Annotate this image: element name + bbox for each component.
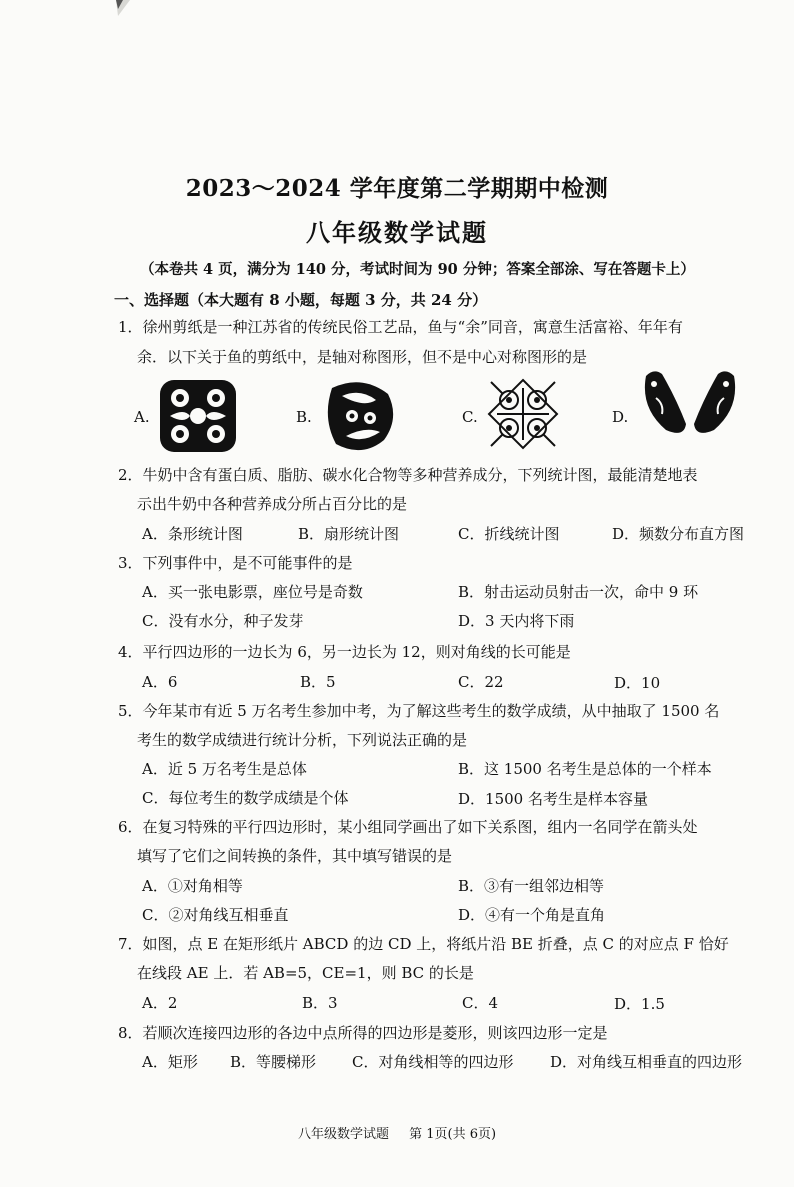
- q5-line1: 5．今年某市有近 5 万名考生参加中考，为了解这些考生的数学成绩，从中抽取了 1500 名: [118, 702, 720, 720]
- q2-option-b: B．扇形统计图: [298, 525, 400, 543]
- q7-line1: 7．如图，点 E 在矩形纸片 ABCD 的边 CD 上，将纸片沿 BE 折叠，点 C 的对应点 F 恰好: [118, 935, 729, 953]
- q7-option-c: C．4: [462, 994, 499, 1012]
- q7-option-d: D．1.5: [614, 995, 665, 1013]
- q6-option-b: B．③有一组邻边相等: [458, 877, 605, 895]
- q2-option-a: A．条形统计图: [142, 525, 243, 543]
- exam-subtitle: 八年级数学试题: [306, 218, 488, 247]
- q5-line2: 考生的数学成绩进行统计分析，下列说法正确的是: [137, 731, 468, 749]
- q1-option-a-fish-papercut: [158, 378, 238, 454]
- footer-exam-name: 八年级数学试题: [297, 1127, 389, 1142]
- q6-option-a: A．①对角相等: [142, 877, 243, 895]
- section-heading: 一、选择题（本大题有 8 小题，每题 3 分，共 24 分）: [114, 291, 488, 309]
- q1-option-a-label: A.: [134, 408, 150, 426]
- q7-option-a: A．2: [142, 994, 178, 1012]
- q3-option-c: C．没有水分，种子发芽: [142, 612, 304, 630]
- q3-option-b: B．射击运动员射击一次，命中 9 环: [458, 583, 699, 601]
- q4-option-d: D．10: [614, 674, 661, 692]
- q1-line2: 余．以下关于鱼的剪纸中，是轴对称图形，但不是中心对称图形的是: [137, 348, 588, 366]
- q2-line2: 示出牛奶中各种营养成分所占百分比的是: [137, 495, 408, 513]
- q8-option-d: D．对角线互相垂直的四边形: [550, 1053, 743, 1071]
- q4-option-c: C．22: [458, 673, 504, 691]
- q4-line1: 4．平行四边形的一边长为 6，另一边长为 12，则对角线的长可能是: [118, 643, 571, 661]
- q4-option-a: A．6: [142, 673, 178, 691]
- q1-option-b-label: B.: [296, 408, 312, 426]
- q2-option-d: D．频数分布直方图: [612, 525, 745, 543]
- q2-option-c: C．折线统计图: [458, 525, 560, 543]
- q1-option-b-fish-papercut: [322, 378, 400, 458]
- q8-option-a: A．矩形: [142, 1053, 198, 1071]
- q3-option-a: A．买一张电影票，座位号是奇数: [142, 583, 363, 601]
- q6-line2: 填写了它们之间转换的条件，其中填写错误的是: [137, 847, 453, 865]
- q5-option-d: D．1500 名考生是样本容量: [458, 790, 648, 808]
- corner-fold-mark: [114, 0, 132, 18]
- q7-option-b: B．3: [302, 994, 338, 1012]
- q6-option-c: C．②对角线互相垂直: [142, 906, 289, 924]
- q1-option-c-label: C.: [462, 408, 478, 426]
- q1-option-d-label: D.: [612, 408, 629, 426]
- q4-option-b: B．5: [300, 673, 336, 691]
- exam-title: 2023～2024 学年度第二学期期中检测: [185, 175, 609, 202]
- q8-option-c: C．对角线相等的四边形: [352, 1053, 514, 1071]
- q1-option-d-fish-papercut: [636, 368, 744, 438]
- page-footer: [0, 1123, 794, 1142]
- q3-option-d: D．3 天内将下雨: [458, 612, 575, 630]
- q5-option-b: B．这 1500 名考生是总体的一个样本: [458, 760, 712, 778]
- q1-option-c-fish-papercut: [487, 378, 559, 450]
- q7-line2: 在线段 AE 上．若 AB=5，CE=1，则 BC 的长是: [137, 964, 474, 982]
- q8-line1: 8．若顺次连接四边形的各边中点所得的四边形是菱形，则该四边形一定是: [118, 1024, 608, 1042]
- q6-option-d: D．④有一个角是直角: [458, 906, 606, 924]
- q6-line1: 6．在复习特殊的平行四边形时，某小组同学画出了如下关系图，组内一名同学在箭头处: [118, 818, 698, 836]
- q8-option-b: B．等腰梯形: [230, 1053, 317, 1071]
- footer-page-number: 第 1页(共 6页): [409, 1127, 497, 1142]
- q3-line1: 3．下列事件中，是不可能事件的是: [118, 554, 353, 572]
- q5-option-c: C．每位考生的数学成绩是个体: [142, 789, 349, 807]
- q1-line1: 1．徐州剪纸是一种江苏省的传统民俗工艺品，鱼与“余”同音，寓意生活富裕、年年有: [118, 318, 683, 336]
- q2-line1: 2．牛奶中含有蛋白质、脂肪、碳水化合物等多种营养成分，下列统计图，最能清楚地表: [118, 466, 698, 484]
- q5-option-a: A．近 5 万名考生是总体: [142, 760, 307, 778]
- exam-note: （本卷共 4 页，满分为 140 分，考试时间为 90 分钟；答案全部涂、写在答题卡上）: [140, 261, 695, 278]
